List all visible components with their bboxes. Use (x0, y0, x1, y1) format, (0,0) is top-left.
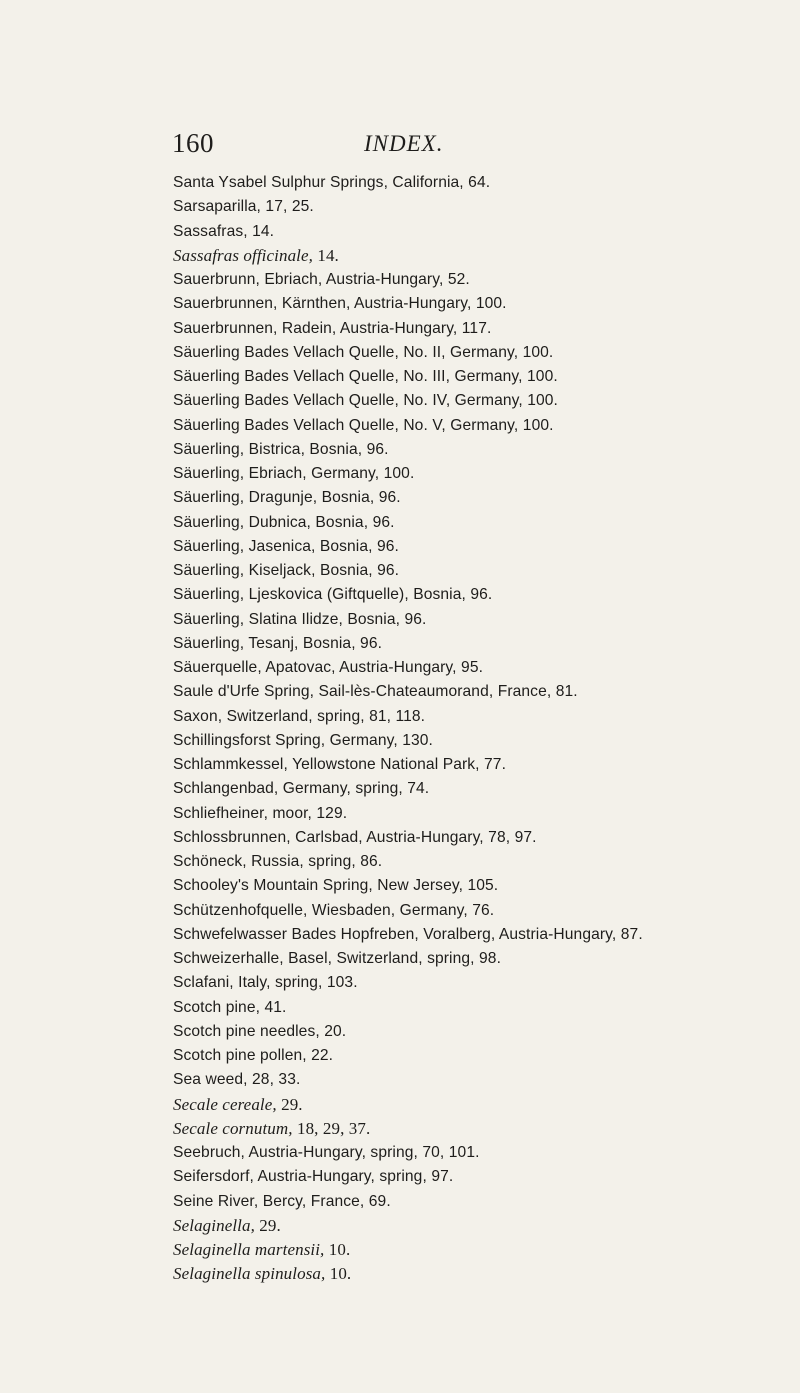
index-entry-page-refs: 77. (479, 756, 507, 773)
running-title: INDEX. (364, 131, 444, 156)
index-entry-term: Saxon, Switzerland, spring, (173, 707, 365, 725)
index-entry (173, 632, 793, 656)
index-entry (173, 850, 793, 874)
index-entry-term: Selaginella martensii, (173, 1240, 325, 1259)
index-entry-term: Secale cornutum, (173, 1118, 293, 1138)
index-entry-term: Schliefheiner, moor, (173, 804, 312, 822)
index-entry-page-refs: 100. (522, 392, 558, 410)
index-entry (173, 511, 793, 535)
index-entry-term: Schützenhofquelle, Wiesbaden, Germany, (173, 901, 468, 919)
index-entry-term: Schlossbrunnen, Carlsbad, Austria-Hungary, (173, 828, 484, 846)
index-entry-page-refs: 64. (463, 174, 491, 191)
index-entry-page-refs: 29. (254, 1215, 281, 1235)
index-entry-page-refs: 100. (518, 343, 554, 361)
index-entry-page-refs: 10. (325, 1264, 352, 1284)
index-entry-term: Säuerling, Dubnica, Bosnia, (173, 513, 369, 531)
index-entry-term: Schillingsforst Spring, Germany, (173, 731, 398, 749)
index-entry-term: Säuerquelle, Apatovac, Austria-Hungary, (173, 659, 457, 676)
index-entry-page-refs: 78, 97. (483, 828, 537, 846)
index-entry (173, 365, 793, 389)
index-entry-page-refs: 29. (276, 1094, 303, 1114)
index-entry-term: Schwefelwasser Bades Hopfreben, Voralberg, Austria-Hungary, (173, 925, 617, 943)
index-entry (173, 1165, 793, 1189)
index-entry (173, 874, 793, 898)
index-entry (173, 171, 793, 195)
index-entry (173, 268, 793, 292)
index-entry-page-refs: 95. (456, 659, 484, 676)
index-entry-term: Schweizerhalle, Basel, Switzerland, spring, (173, 950, 475, 967)
index-entry-term: Secale cereale, (173, 1094, 277, 1114)
index-entry-page-refs: 130. (397, 731, 433, 749)
index-entry (173, 1093, 793, 1117)
index-entry-page-refs: 96. (465, 586, 493, 604)
index-entry (173, 535, 793, 559)
index-entry (173, 341, 793, 365)
index-entry (173, 729, 793, 753)
index-entry-page-refs: 14. (247, 222, 275, 240)
index-entry-term: Seifersdorf, Austria-Hungary, spring, (173, 1168, 427, 1186)
index-entry-page-refs: 96. (362, 440, 389, 458)
index-entry-term: Seebruch, Austria-Hungary, spring, (173, 1144, 418, 1161)
index-entry-page-refs: 96. (372, 537, 399, 555)
index-entry-term: Sauerbrunnen, Radein, Austria-Hungary, (173, 319, 458, 337)
index-entry-page-refs: 100. (522, 368, 558, 385)
index-entry-page-refs: 96. (400, 610, 427, 628)
index-entry (173, 826, 793, 850)
index-entry-page-refs: 41. (260, 998, 287, 1016)
index-entry-page-refs: 22. (306, 1047, 334, 1064)
index-entry-page-refs: 18, 29, 37. (292, 1118, 371, 1138)
index-entry-term: Sarsaparilla, (173, 198, 261, 216)
index-entry-term: Säuerling Bades Vellach Quelle, No. V, Germany, (173, 416, 519, 434)
index-entry (173, 1238, 793, 1262)
index-entry-term: Scotch pine, (173, 998, 261, 1016)
index-entry-list (173, 171, 793, 1287)
index-entry-page-refs: 87. (616, 925, 643, 943)
index-entry-term: Sassafras officinale, (173, 245, 313, 265)
index-entry-page-refs: 81. (551, 683, 578, 701)
page-header (172, 128, 662, 164)
index-entry (173, 1262, 793, 1286)
index-entry-term: Säuerling Bades Vellach Quelle, No. III, Germany, (173, 368, 523, 385)
index-entry-page-refs: 86. (355, 853, 383, 870)
index-entry-term: Seine River, Bercy, France, (173, 1192, 365, 1210)
index-entry-page-refs: 10. (324, 1240, 351, 1259)
index-entry-term: Säuerling, Bistrica, Bosnia, (173, 440, 363, 458)
index-entry (173, 996, 793, 1020)
index-entry-page-refs: 105. (463, 877, 499, 895)
index-entry (173, 414, 793, 438)
index-entry-page-refs: 20. (319, 1022, 347, 1040)
index-entry (173, 608, 793, 632)
index-entry (173, 1117, 793, 1141)
index-entry (173, 899, 793, 923)
index-entry-term: Scotch pine pollen, (173, 1047, 307, 1064)
index-entry-term: Säuerling, Tesanj, Bosnia, (173, 634, 356, 652)
page-number: 160 (172, 128, 214, 158)
index-entry-term: Schlangenbad, Germany, spring, (173, 780, 403, 798)
index-entry-page-refs: 74. (402, 780, 430, 798)
index-entry (173, 1044, 793, 1068)
index-entry (173, 777, 793, 801)
index-entry-term: Scotch pine needles, (173, 1022, 320, 1040)
index-entry (173, 1020, 793, 1044)
index-entry (173, 971, 793, 995)
index-entry (173, 680, 793, 704)
index-entry-page-refs: 96. (355, 634, 383, 652)
index-entry (173, 1068, 793, 1092)
index-entry-page-refs: 98. (474, 950, 502, 967)
index-entry-term: Santa Ysabel Sulphur Springs, California, (173, 174, 464, 191)
index-entry-page-refs: 76. (467, 901, 495, 919)
index-entry (173, 705, 793, 729)
index-entry (173, 753, 793, 777)
index-entry (173, 656, 793, 680)
index-entry (173, 292, 793, 316)
index-entry (173, 802, 793, 826)
index-entry-page-refs: 100. (471, 295, 507, 313)
index-entry-term: Säuerling, Dragunje, Bosnia, (173, 489, 375, 507)
index-entry-page-refs: 96. (374, 489, 401, 507)
index-entry (173, 559, 793, 583)
index-entry-term: Säuerling, Slatina Ilidze, Bosnia, (173, 610, 401, 628)
index-entry (173, 1141, 793, 1165)
index-entry-term: Säuerling, Jasenica, Bosnia, (173, 537, 373, 555)
index-entry (173, 947, 793, 971)
index-entry-page-refs: 117. (457, 319, 492, 337)
index-entry (173, 389, 793, 413)
index-entry-page-refs: 97. (426, 1168, 454, 1186)
index-entry-term: Sauerbrunnen, Kärnthen, Austria-Hungary, (173, 295, 472, 313)
index-entry-page-refs: 81, 118. (364, 707, 426, 725)
index-entry-page-refs: 70, 101. (417, 1144, 480, 1161)
index-entry-page-refs: 129. (311, 804, 348, 822)
index-entry-term: Sauerbrunn, Ebriach, Austria-Hungary, (173, 271, 444, 288)
index-entry (173, 923, 793, 947)
index-entry-term: Sassafras, (173, 222, 248, 240)
index-entry (173, 317, 793, 341)
index-entry-term: Sea weed, (173, 1071, 248, 1089)
index-entry (173, 438, 793, 462)
index-entry-page-refs: 14. (313, 245, 339, 265)
index-entry-term: Säuerling Bades Vellach Quelle, No. IV, Germany, (173, 392, 523, 410)
index-entry-term: Säuerling, Kiseljack, Bosnia, (173, 562, 373, 579)
index-entry (173, 486, 793, 510)
index-entry-page-refs: 96. (372, 562, 400, 579)
index-entry-page-refs: 96. (368, 513, 395, 531)
index-entry-term: Selaginella, (173, 1215, 255, 1235)
index-entry-term: Schooley's Mountain Spring, New Jersey, (173, 877, 464, 895)
index-entry-term: Säuerling, Ljeskovica (Giftquelle), Bosnia, (173, 586, 466, 604)
index-entry (173, 1214, 793, 1238)
index-entry-page-refs: 103. (322, 974, 358, 992)
index-entry-term: Säuerling, Ebriach, Germany, (173, 465, 380, 482)
index-entry (173, 195, 793, 219)
index-entry (173, 1190, 793, 1214)
index-entry-term: Sclafani, Italy, spring, (173, 974, 323, 992)
index-entry-page-refs: 28, 33. (247, 1071, 301, 1089)
index-entry-term: Säuerling Bades Vellach Quelle, No. II, Germany, (173, 343, 519, 361)
index-entry-term: Schöneck, Russia, spring, (173, 853, 356, 870)
index-entry-term: Schlammkessel, Yellowstone National Park, (173, 756, 480, 773)
index-entry-page-refs: 52. (443, 271, 470, 288)
index-entry (173, 244, 793, 268)
index-entry-page-refs: 69. (364, 1192, 391, 1210)
index-entry-term: Selaginella spinulosa, (173, 1264, 326, 1284)
index-entry-term: Saule d'Urfe Spring, Sail-lès-Chateaumorand, France, (173, 683, 552, 701)
index-entry-page-refs: 100. (518, 416, 554, 434)
index-entry (173, 462, 793, 486)
index-entry (173, 220, 793, 244)
index-entry-page-refs: 100. (379, 465, 415, 482)
index-entry (173, 583, 793, 607)
index-entry-page-refs: 17, 25. (260, 198, 314, 216)
